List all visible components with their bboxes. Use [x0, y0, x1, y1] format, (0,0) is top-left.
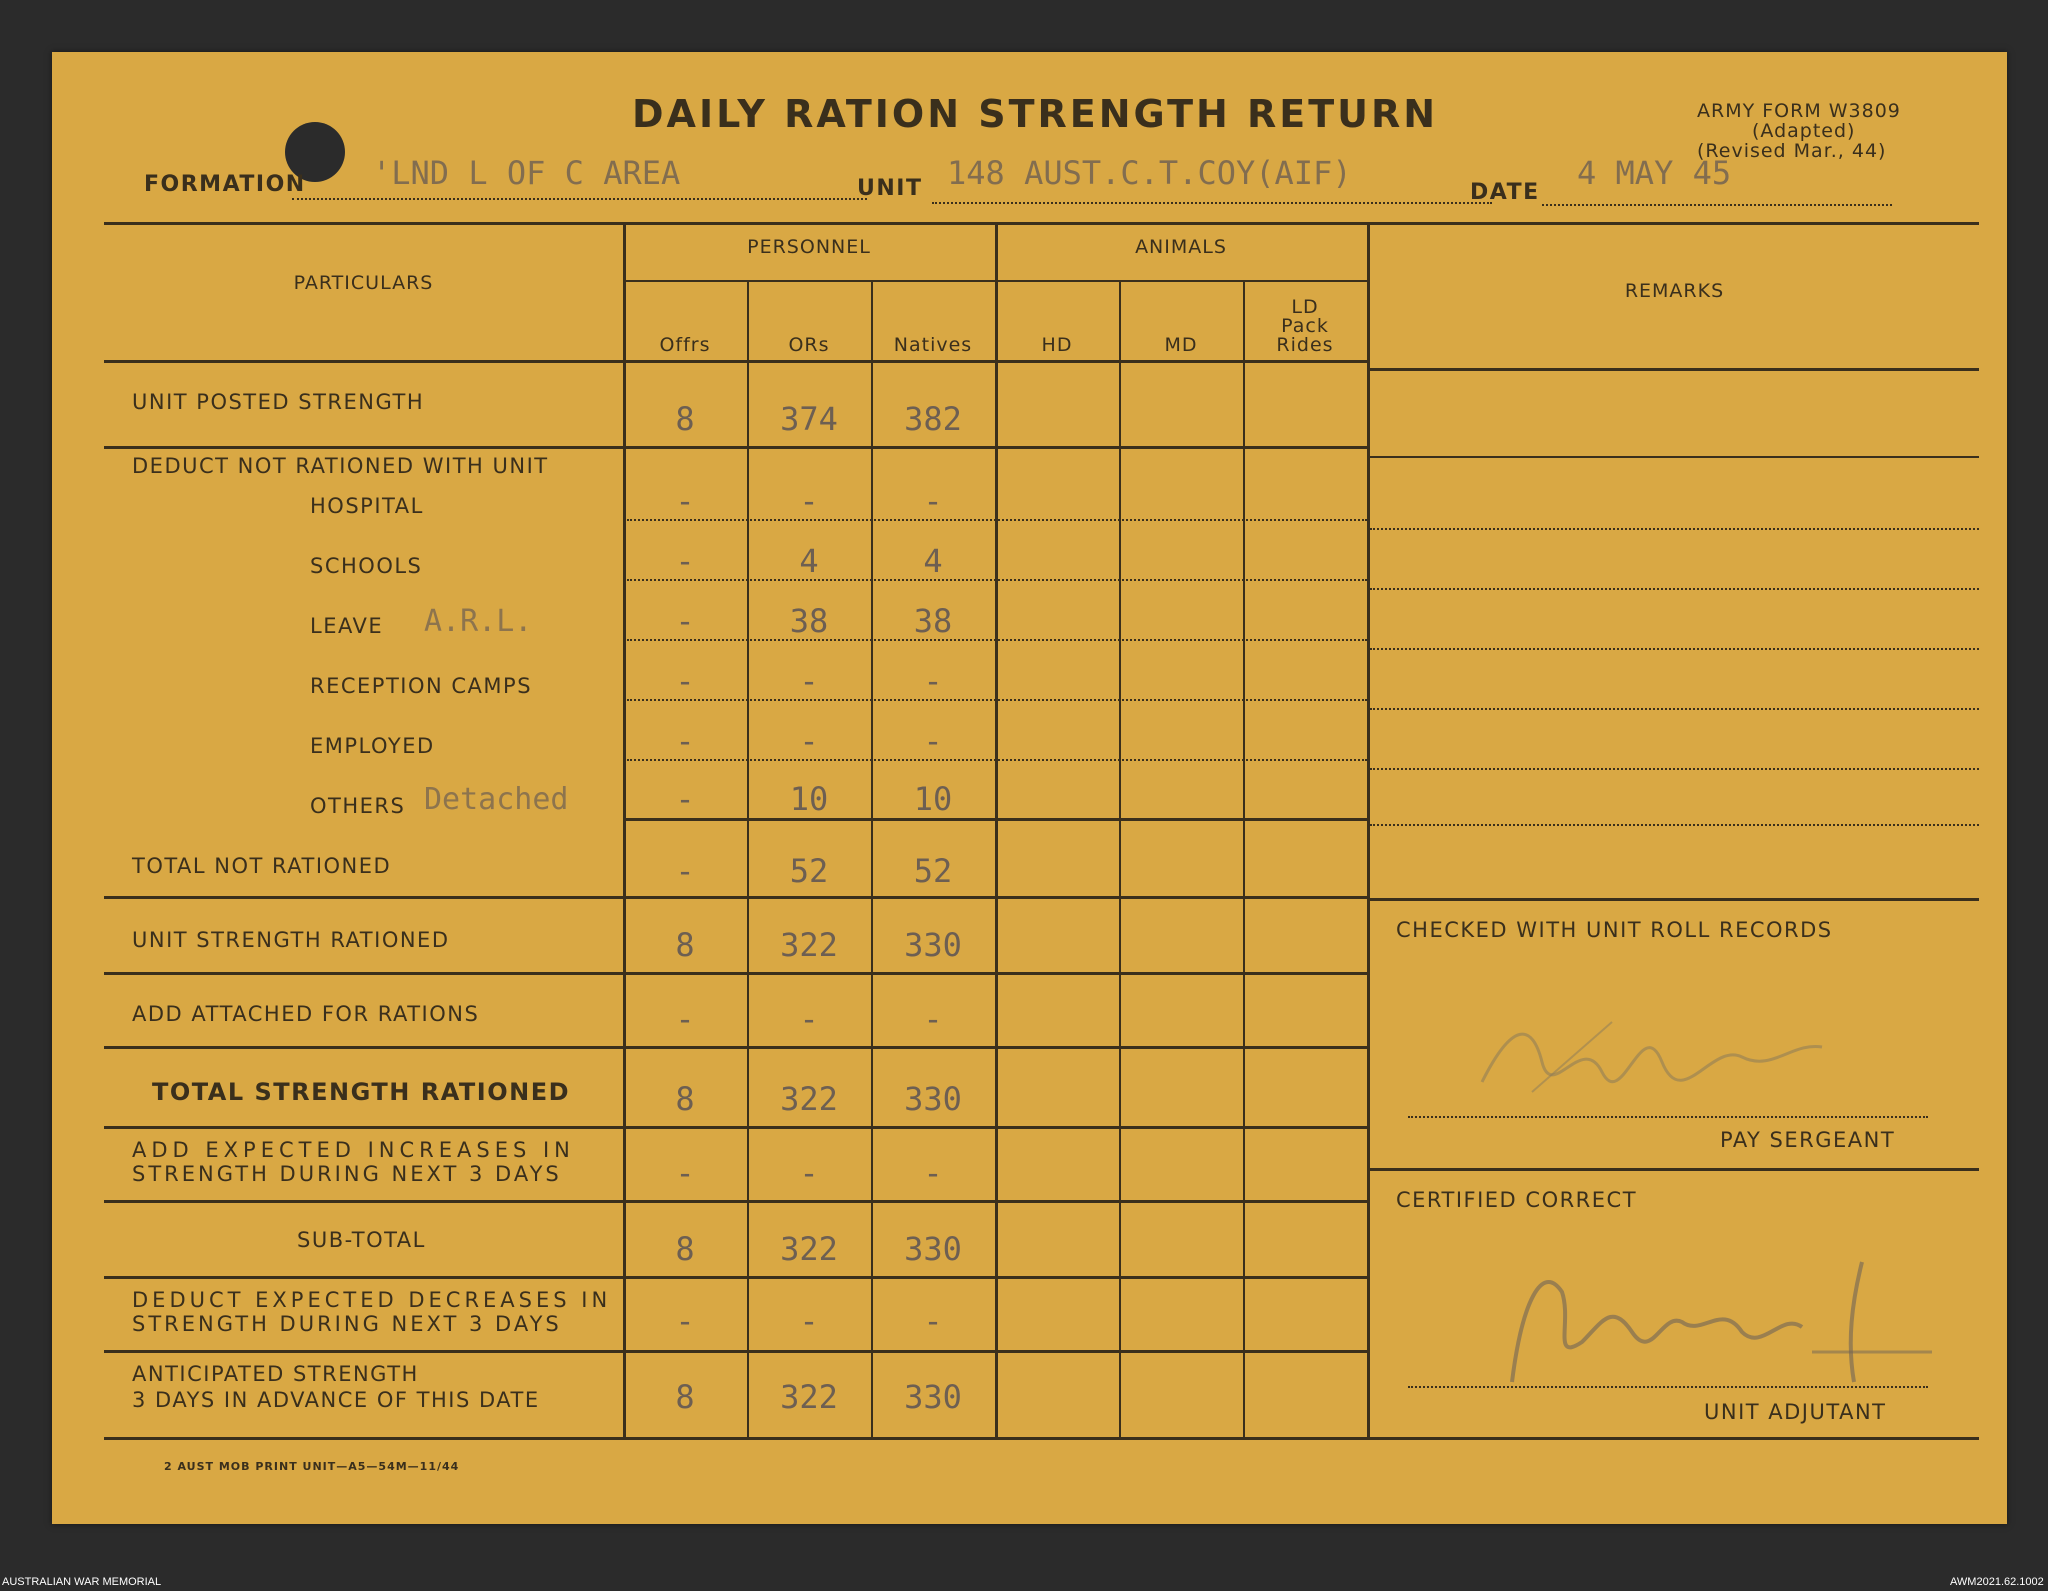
- cell-reception-natives: -: [923, 662, 943, 700]
- cell-add-expected-ors: -: [799, 1154, 819, 1192]
- cell-leave-offrs: -: [675, 602, 695, 640]
- row-rule-unit-strength: [104, 972, 1367, 975]
- unit-adjutant-signature: [1482, 1242, 1942, 1392]
- cell-schools-offrs: -: [675, 542, 695, 580]
- col-line-natives: [995, 222, 998, 1437]
- header-personnel: PERSONNEL: [747, 236, 871, 258]
- cell-employed-natives: -: [923, 722, 943, 760]
- header-particulars: PARTICULARS: [293, 272, 434, 294]
- label-anticipated-1: ANTICIPATED STRENGTH: [132, 1362, 419, 1386]
- col-line-ld: [1367, 222, 1370, 1437]
- label-leave: LEAVE: [310, 614, 384, 638]
- label-unit-posted: UNIT POSTED STRENGTH: [132, 390, 425, 414]
- label-add-expected-2: STRENGTH DURING NEXT 3 DAYS: [132, 1162, 562, 1186]
- label-add-attached: ADD ATTACHED FOR RATIONS: [132, 1002, 480, 1026]
- header-natives: Natives: [893, 334, 973, 356]
- date-dotted-line: [1542, 204, 1892, 206]
- cell-total-not-offrs: -: [675, 852, 695, 890]
- remarks-dots-6: [1370, 824, 1979, 826]
- cell-leave-ors: 38: [789, 602, 829, 640]
- cell-add-expected-natives: -: [923, 1154, 943, 1192]
- cell-leave-natives: 38: [913, 602, 953, 640]
- table-top-rule: [104, 222, 1979, 225]
- cell-usr-offrs: 8: [675, 926, 695, 964]
- date-label: DATE: [1470, 180, 1540, 205]
- cell-anticipated-ors: 322: [780, 1378, 838, 1416]
- row-rule-total-not: [104, 896, 1367, 899]
- cell-usr-ors: 322: [780, 926, 838, 964]
- form-title: DAILY RATION STRENGTH RETURN: [632, 92, 1439, 136]
- cell-anticipated-natives: 330: [904, 1378, 962, 1416]
- remarks-dots-3: [1370, 648, 1979, 650]
- unit-label: UNIT: [857, 176, 923, 201]
- header-offrs: Offrs: [659, 334, 711, 356]
- cell-deduct-expected-ors: -: [799, 1302, 819, 1340]
- cell-schools-natives: 4: [923, 542, 943, 580]
- cell-hospital-offrs: -: [675, 482, 695, 520]
- checked-with-roll: CHECKED WITH UNIT ROLL RECORDS: [1396, 918, 1833, 942]
- label-schools: SCHOOLS: [310, 554, 423, 578]
- cell-unit-posted-offrs: 8: [675, 400, 695, 438]
- label-sub-total: SUB-TOTAL: [297, 1228, 426, 1252]
- label-deduct-expected-1: DEDUCT EXPECTED DECREASES IN: [132, 1288, 612, 1312]
- label-hospital: HOSPITAL: [310, 494, 424, 518]
- date-value: 4 MAY 45: [1577, 154, 1732, 192]
- cell-attached-ors: -: [799, 1000, 819, 1038]
- label-add-expected-1: ADD EXPECTED INCREASES IN: [132, 1138, 575, 1162]
- unit-adjutant-label: UNIT ADJUTANT: [1704, 1400, 1887, 1424]
- cell-unit-posted-ors: 374: [780, 400, 838, 438]
- cell-reception-ors: -: [799, 662, 819, 700]
- header-hd: HD: [1041, 334, 1073, 356]
- cell-attached-offrs: -: [675, 1000, 695, 1038]
- cell-total-strength-natives: 330: [904, 1080, 962, 1118]
- certified-correct: CERTIFIED CORRECT: [1396, 1188, 1638, 1212]
- header-ld-1: LD: [1291, 296, 1319, 318]
- cell-employed-offrs: -: [675, 722, 695, 760]
- cell-reception-offrs: -: [675, 662, 695, 700]
- col-line-md: [1243, 282, 1245, 1437]
- cell-hospital-natives: -: [923, 482, 943, 520]
- cell-total-strength-ors: 322: [780, 1080, 838, 1118]
- cell-sub-total-natives: 330: [904, 1230, 962, 1268]
- label-employed: EMPLOYED: [310, 734, 435, 758]
- footer-accession: AWM2021.62.1002: [1950, 1576, 2044, 1588]
- cell-total-not-ors: 52: [789, 852, 829, 890]
- printer-imprint: 2 AUST MOB PRINT UNIT—A5—54M—11/44: [164, 1460, 460, 1473]
- row-rule-add-attached: [104, 1046, 1367, 1049]
- unit-dotted-line: [932, 202, 1492, 204]
- header-md: MD: [1164, 334, 1198, 356]
- others-note: Detached: [424, 782, 569, 817]
- header-animals: ANIMALS: [1135, 236, 1227, 258]
- pay-sergeant-label: PAY SERGEANT: [1720, 1128, 1896, 1152]
- label-total-not-rationed: TOTAL NOT RATIONED: [132, 854, 392, 878]
- cell-sub-total-ors: 322: [780, 1230, 838, 1268]
- cell-add-expected-offrs: -: [675, 1154, 695, 1192]
- label-anticipated-2: 3 DAYS IN ADVANCE OF THIS DATE: [132, 1388, 540, 1412]
- header-remarks: REMARKS: [1624, 280, 1725, 302]
- remarks-dots-2: [1370, 588, 1979, 590]
- header-bottom-rule-left: [104, 360, 1367, 363]
- pay-sergeant-signature: [1472, 1002, 1832, 1112]
- cell-unit-posted-natives: 382: [904, 400, 962, 438]
- ration-return-form: [52, 52, 2007, 1524]
- row-rule-1: [104, 446, 1367, 449]
- label-others: OTHERS: [310, 794, 406, 818]
- army-form-adapted: (Adapted): [1752, 120, 1856, 142]
- remarks-rule-checked: [1370, 898, 1979, 901]
- leave-note: A.R.L.: [424, 604, 533, 639]
- label-total-strength: TOTAL STRENGTH RATIONED: [152, 1078, 571, 1106]
- formation-value: 'LND L OF C AREA: [372, 154, 681, 192]
- formation-dotted-line: [292, 198, 867, 200]
- row-rule-deduct-expected: [104, 1350, 1367, 1353]
- header-ld-3: Rides: [1276, 334, 1334, 356]
- cell-schools-ors: 4: [799, 542, 819, 580]
- cell-hospital-ors: -: [799, 482, 819, 520]
- label-deduct-header: DEDUCT NOT RATIONED WITH UNIT: [132, 454, 549, 478]
- pay-sergeant-signature-line: [1408, 1116, 1928, 1118]
- cell-others-offrs: -: [675, 780, 695, 818]
- header-bottom-rule-right: [1370, 368, 1979, 371]
- row-rule-others: [623, 818, 1367, 821]
- col-line-hd: [1119, 282, 1121, 1437]
- row-rule-total-strength: [104, 1126, 1367, 1129]
- table-bottom-rule: [104, 1437, 1979, 1440]
- army-form-revised: (Revised Mar., 44): [1697, 140, 1887, 162]
- cell-anticipated-offrs: 8: [675, 1378, 695, 1416]
- cell-sub-total-offrs: 8: [675, 1230, 695, 1268]
- cell-total-not-natives: 52: [913, 852, 953, 890]
- cell-others-natives: 10: [913, 780, 953, 818]
- cell-deduct-expected-natives: -: [923, 1302, 943, 1340]
- label-deduct-expected-2: STRENGTH DURING NEXT 3 DAYS: [132, 1312, 562, 1336]
- label-unit-strength-rationed: UNIT STRENGTH RATIONED: [132, 928, 450, 952]
- row-rule-sub-total: [104, 1276, 1367, 1279]
- cell-attached-natives: -: [923, 1000, 943, 1038]
- header-ld-2: Pack: [1281, 315, 1329, 337]
- cell-total-strength-offrs: 8: [675, 1080, 695, 1118]
- remarks-rule-1: [1370, 456, 1979, 458]
- remarks-rule-certified: [1370, 1168, 1979, 1171]
- unit-value: 148 AUST.C.T.COY(AIF): [947, 154, 1352, 192]
- cell-deduct-expected-offrs: -: [675, 1302, 695, 1340]
- cell-usr-natives: 330: [904, 926, 962, 964]
- label-reception: RECEPTION CAMPS: [310, 674, 533, 698]
- cell-employed-ors: -: [799, 722, 819, 760]
- remarks-dots-4: [1370, 708, 1979, 710]
- row-rule-add-expected: [104, 1200, 1367, 1203]
- header-ors: ORs: [788, 334, 830, 356]
- army-form-number: ARMY FORM W3809: [1697, 100, 1901, 122]
- personnel-header-rule: [623, 280, 1367, 282]
- remarks-dots-1: [1370, 528, 1979, 530]
- remarks-dots-5: [1370, 768, 1979, 770]
- cell-others-ors: 10: [789, 780, 829, 818]
- formation-label: FORMATION: [144, 172, 306, 197]
- footer-institution: AUSTRALIAN WAR MEMORIAL: [2, 1576, 162, 1588]
